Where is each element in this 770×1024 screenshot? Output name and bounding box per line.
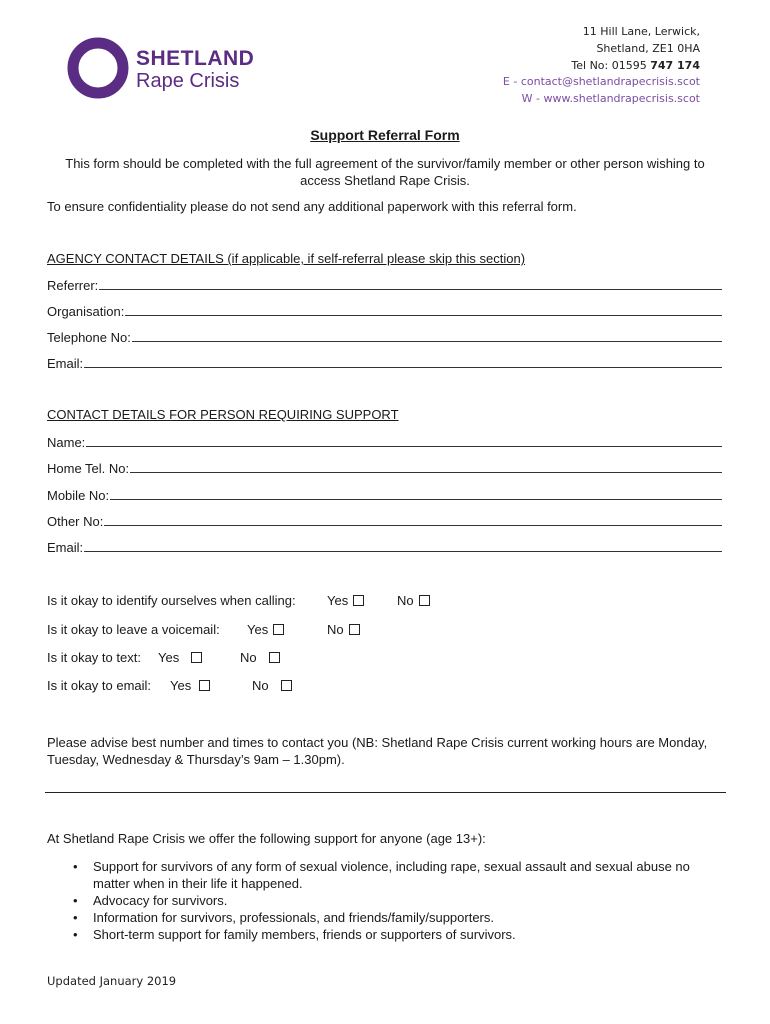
- person-email-field[interactable]: Email:: [47, 538, 722, 555]
- agency-section-heading: AGENCY CONTACT DETAILS (if applicable, if self-referral please skip this section): [47, 251, 526, 266]
- agency-telephone-input-line[interactable]: [132, 341, 722, 342]
- text-yes-option[interactable]: Yes: [158, 650, 202, 665]
- bullet-icon: •: [73, 859, 78, 874]
- bullet-icon: •: [73, 893, 78, 908]
- voicemail-no-checkbox[interactable]: [349, 624, 360, 635]
- identify-yes-option[interactable]: Yes: [327, 593, 364, 608]
- list-item: • Information for survivors, professionals, and friends/family/supporters.: [73, 910, 495, 925]
- voicemail-yes-checkbox[interactable]: [273, 624, 284, 635]
- agency-email-input-line[interactable]: [84, 367, 722, 368]
- ring-logo-icon: [66, 36, 130, 100]
- intro-text: This form should be completed with the full agreement of the survivor/family member or other person wishing to access Shetland Rape Crisis.: [65, 156, 705, 188]
- voicemail-yes-option[interactable]: Yes: [247, 622, 284, 637]
- shetland-rape-crisis-logo: [66, 36, 266, 100]
- agency-telephone-field[interactable]: Telephone No:: [47, 328, 722, 345]
- person-email-input-line[interactable]: [84, 551, 722, 552]
- text-no-checkbox[interactable]: [269, 652, 280, 663]
- agency-email-field[interactable]: Email:: [47, 354, 722, 371]
- support-list: [73, 858, 723, 943]
- identify-yes-checkbox[interactable]: [353, 595, 364, 606]
- support-offer-intro: At Shetland Rape Crisis we offer the following support for anyone (age 13+):: [47, 831, 486, 846]
- referrer-field[interactable]: Referrer:: [47, 276, 722, 293]
- confidentiality-note: To ensure confidentiality please do not send any additional paperwork with this referral form.: [47, 199, 577, 214]
- bullet-icon: •: [73, 927, 78, 942]
- updated-date-footer: Updated January 2019: [47, 974, 177, 988]
- email-yes-checkbox[interactable]: [199, 680, 210, 691]
- home-tel-field[interactable]: Home Tel. No:: [47, 459, 722, 476]
- form-title: Support Referral Form: [310, 127, 460, 143]
- name-field[interactable]: Name:: [47, 433, 722, 450]
- identify-no-option[interactable]: No: [397, 593, 430, 608]
- list-item: • Advocacy for survivors.: [73, 893, 228, 908]
- organisation-field[interactable]: Organisation:: [47, 302, 722, 319]
- bullet-icon: •: [73, 910, 78, 925]
- mobile-field[interactable]: Mobile No:: [47, 486, 722, 503]
- logo-text-bottom: Rape Crisis: [136, 70, 240, 92]
- mobile-input-line[interactable]: [110, 499, 722, 500]
- text-no-option[interactable]: No: [240, 650, 280, 665]
- name-input-line[interactable]: [86, 446, 722, 447]
- other-no-field[interactable]: Other No:: [47, 512, 722, 529]
- email-no-option[interactable]: No: [252, 678, 292, 693]
- referrer-input-line[interactable]: [99, 289, 722, 290]
- identify-no-checkbox[interactable]: [419, 595, 430, 606]
- home-tel-input-line[interactable]: [130, 472, 722, 473]
- list-item: • Short-term support for family members, friends or supporters of survivors.: [73, 927, 516, 942]
- person-section-heading: CONTACT DETAILS FOR PERSON REQUIRING SUPPORT: [47, 407, 399, 422]
- website-link[interactable]: W - www.shetlandrapecrisis.scot: [521, 92, 700, 106]
- logo-text-top: SHETLAND: [136, 47, 255, 70]
- address-line-2: Shetland, ZE1 0HA: [596, 41, 700, 55]
- email-no-checkbox[interactable]: [281, 680, 292, 691]
- email-link[interactable]: E - contact@shetlandrapecrisis.scot: [502, 75, 700, 89]
- other-no-input-line[interactable]: [104, 525, 722, 526]
- list-item: • Support for survivors of any form of sexual violence, including rape, sexual assault and sexual abuse no matter when in their life it happened.: [73, 859, 690, 891]
- address-line-1: 11 Hill Lane, Lerwick,: [582, 25, 700, 38]
- text-yes-checkbox[interactable]: [191, 652, 202, 663]
- contact-times-answer-line[interactable]: [45, 792, 726, 793]
- contact-times-instruction: Please advise best number and times to contact you (NB: Shetland Rape Crisis current working hours are Monday, Tuesday, Wednesday & Thursday’s 9am – 1.30pm).: [47, 735, 708, 767]
- voicemail-no-option[interactable]: No: [327, 622, 360, 637]
- organisation-input-line[interactable]: [125, 315, 722, 316]
- address-block: [503, 24, 700, 108]
- telephone-line: Tel No: 01595 747 174: [571, 58, 700, 72]
- email-yes-option[interactable]: Yes: [170, 678, 210, 693]
